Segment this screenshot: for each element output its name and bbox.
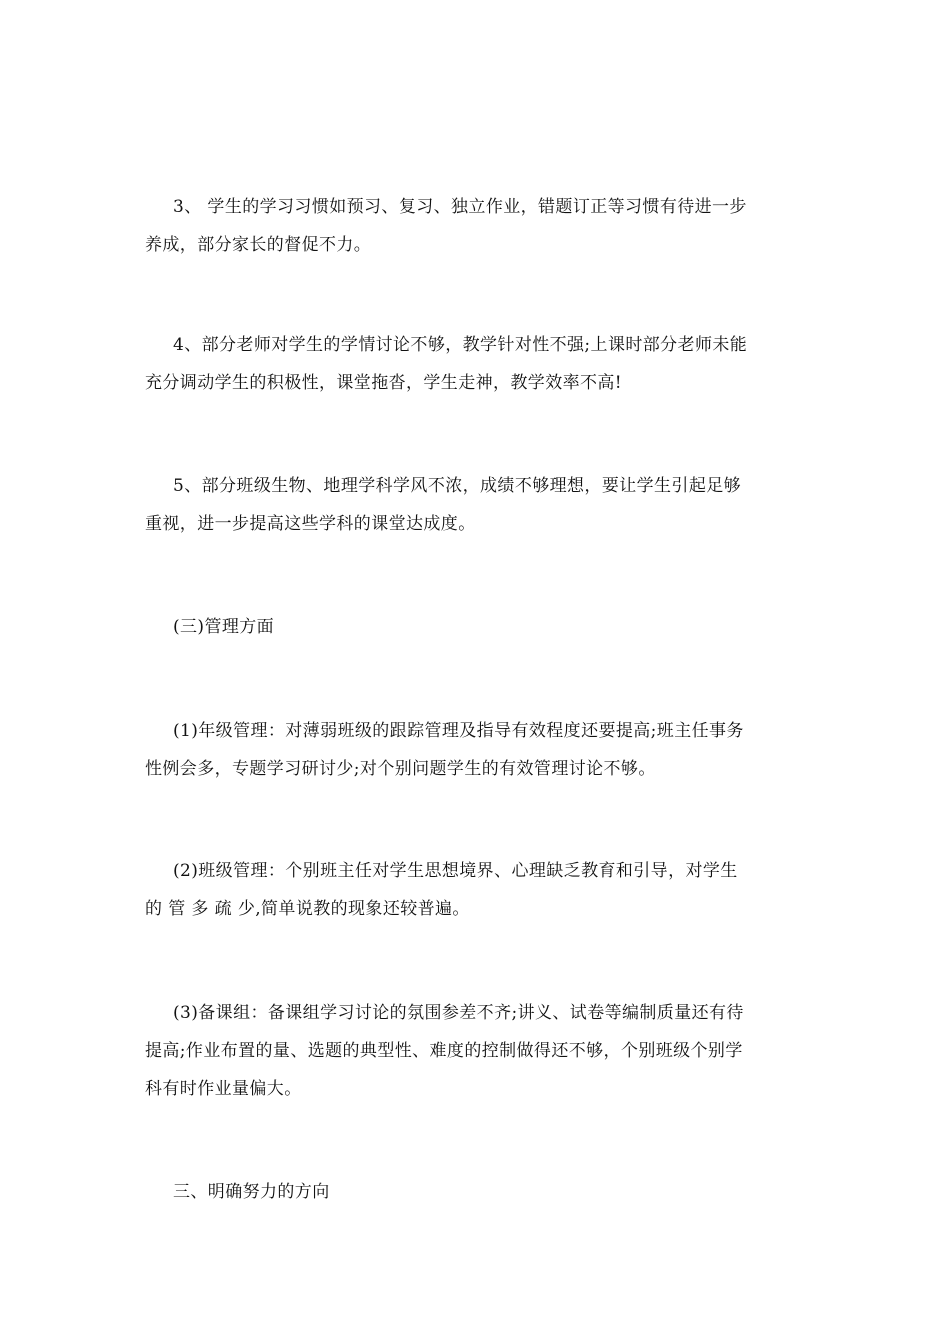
paragraph-lesson-prep-group bbox=[145, 994, 810, 1108]
section-heading-direction: 三、明确努力的方向 bbox=[173, 1182, 330, 1202]
paragraph-line: (3)备课组：备课组学习讨论的氛围参差不齐;讲义、试卷等编制质量还有待 bbox=[173, 1003, 744, 1023]
paragraph-line: 科有时作业量偏大。 bbox=[145, 1079, 302, 1099]
paragraph-grade-management bbox=[145, 712, 810, 788]
paragraph-line: 养成，部分家长的督促不力。 bbox=[145, 235, 372, 255]
paragraph-line: 提高;作业布置的量、选题的典型性、难度的控制做得还不够，个别班级个别学 bbox=[145, 1041, 743, 1061]
paragraph-item-4 bbox=[145, 326, 810, 402]
paragraph-item-5 bbox=[145, 467, 810, 543]
paragraph-line: 充分调动学生的积极性，课堂拖沓，学生走神，教学效率不高! bbox=[145, 373, 623, 393]
paragraph-line: 重视，进一步提高这些学科的课堂达成度。 bbox=[145, 514, 476, 534]
paragraph-line: (2)班级管理：个别班主任对学生思想境界、心理缺乏教育和引导，对学生 bbox=[173, 861, 738, 881]
paragraph-line: (1)年级管理：对薄弱班级的跟踪管理及指导有效程度还要提高;班主任事务 bbox=[173, 721, 744, 741]
section-heading-management: (三)管理方面 bbox=[173, 617, 275, 637]
paragraph-line: 的 管 多 疏 少,简单说教的现象还较普遍。 bbox=[145, 899, 470, 919]
paragraph-line: 5、部分班级生物、地理学科学风不浓，成绩不够理想，要让学生引起足够 bbox=[173, 476, 742, 496]
paragraph-class-management bbox=[145, 852, 810, 928]
paragraph-line: 性例会多，专题学习研讨少;对个别问题学生的有效管理讨论不够。 bbox=[145, 759, 656, 779]
paragraph-line: 4、部分老师对学生的学情讨论不够，教学针对性不强;上课时部分老师未能 bbox=[173, 335, 748, 355]
paragraph-line: 3、 学生的学习习惯如预习、复习、独立作业，错题订正等习惯有待进一步 bbox=[173, 197, 747, 217]
paragraph-item-3 bbox=[145, 188, 810, 264]
